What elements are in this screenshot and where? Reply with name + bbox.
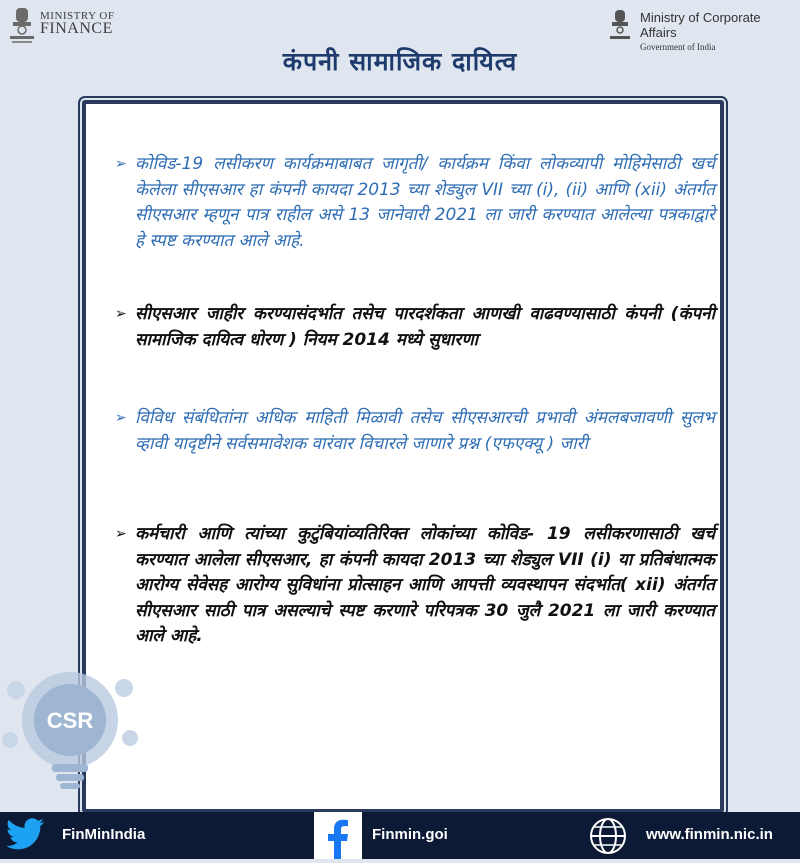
- bullet-text: विविध संबंधितांना अधिक माहिती मिळावी तसेच सीएसआरची प्रभावी अंमलबजावणी सुलभ व्हावी यादृष्टीने सर्वसमावेशक वारंवार विचारले जाणारे प्रश्न (एफएक्यू ) जारी: [135, 408, 715, 454]
- mca-title: Ministry of Corporate Affairs: [640, 10, 761, 40]
- bullet-item-1: [115, 152, 715, 254]
- globe-icon[interactable]: [588, 816, 628, 856]
- bullet-text: सीएसआर जाहीर करण्यासंदर्भात तसेच पारदर्शकता आणखी वाढवण्यासाठी कंपनी (कंपनी सामाजिक दायित्व धोरण ) नियम 2014 मध्ये सुधारणा: [135, 304, 715, 350]
- bullet-item-3: [115, 406, 715, 457]
- finance-label: FINANCE: [40, 20, 113, 37]
- bullet-item-2: [115, 302, 715, 353]
- twitter-icon[interactable]: [6, 818, 46, 852]
- arrow-bullet-icon: ➢: [115, 410, 127, 426]
- csr-label: CSR: [46, 708, 94, 733]
- ministry-of-finance-logo: [40, 10, 114, 36]
- twitter-handle[interactable]: FinMinIndia: [62, 826, 146, 843]
- arrow-bullet-icon: ➢: [115, 156, 127, 172]
- csr-lightbulb-illustration: [0, 660, 140, 810]
- page-title: कंपनी सामाजिक दायित्व: [282, 47, 518, 76]
- ministry-of-label: MINISTRY OF: [40, 10, 115, 22]
- emblem-logo-icon: [8, 6, 36, 48]
- national-emblem-icon: [608, 8, 632, 44]
- facebook-handle[interactable]: Finmin.goi: [372, 826, 448, 843]
- arrow-bullet-icon: ➢: [115, 526, 127, 542]
- facebook-icon[interactable]: [314, 812, 362, 859]
- bullet-text: कोविड-19 लसीकरण कार्यक्रमाबाबत जागृती/ कार्यक्रम किंवा लोकव्यापी मोहिमेसाठी खर्च केलेला सीएसआर हा कंपनी कायदा 2013 च्या शेड्युल VII च्या (i), (ii) आणि (xii) अंतर्गत सीएसआर म्हणून पात्र राहील असे 13 जानेवारी 2021 ला जारी करण्यात आलेल्या पत्रकाद्वारे हे स्पष्ट करण्यात आले आहे.: [135, 154, 715, 251]
- arrow-bullet-icon: ➢: [115, 306, 127, 322]
- footer: [0, 812, 800, 859]
- bullet-text: कर्मचारी आणि त्यांच्या कुटुंबियांव्यतिरिक्त लोकांच्या कोविड- 19 लसीकरणासाठी खर्च करण्यात आलेला सीएसआर, हा कंपनी कायदा 2013 च्या शेड्युल VII (i) या प्रतिबंधात्मक आरोग्य सेवेसह आरोग्य सुविधांना प्रोत्साहन आणि आपत्ती व्यवस्थापन संदर्भात( xii) अंतर्गत सीएसआर साठी पात्र असल्याचे स्पष्ट करणारे परिपत्रक 30 जुलै 2021 ला जारी करण्यात आले आहे.: [135, 524, 715, 646]
- mca-subtitle: Government of India: [640, 42, 716, 52]
- website-link[interactable]: www.finmin.nic.in: [646, 826, 773, 843]
- bullet-item-4: [115, 522, 715, 650]
